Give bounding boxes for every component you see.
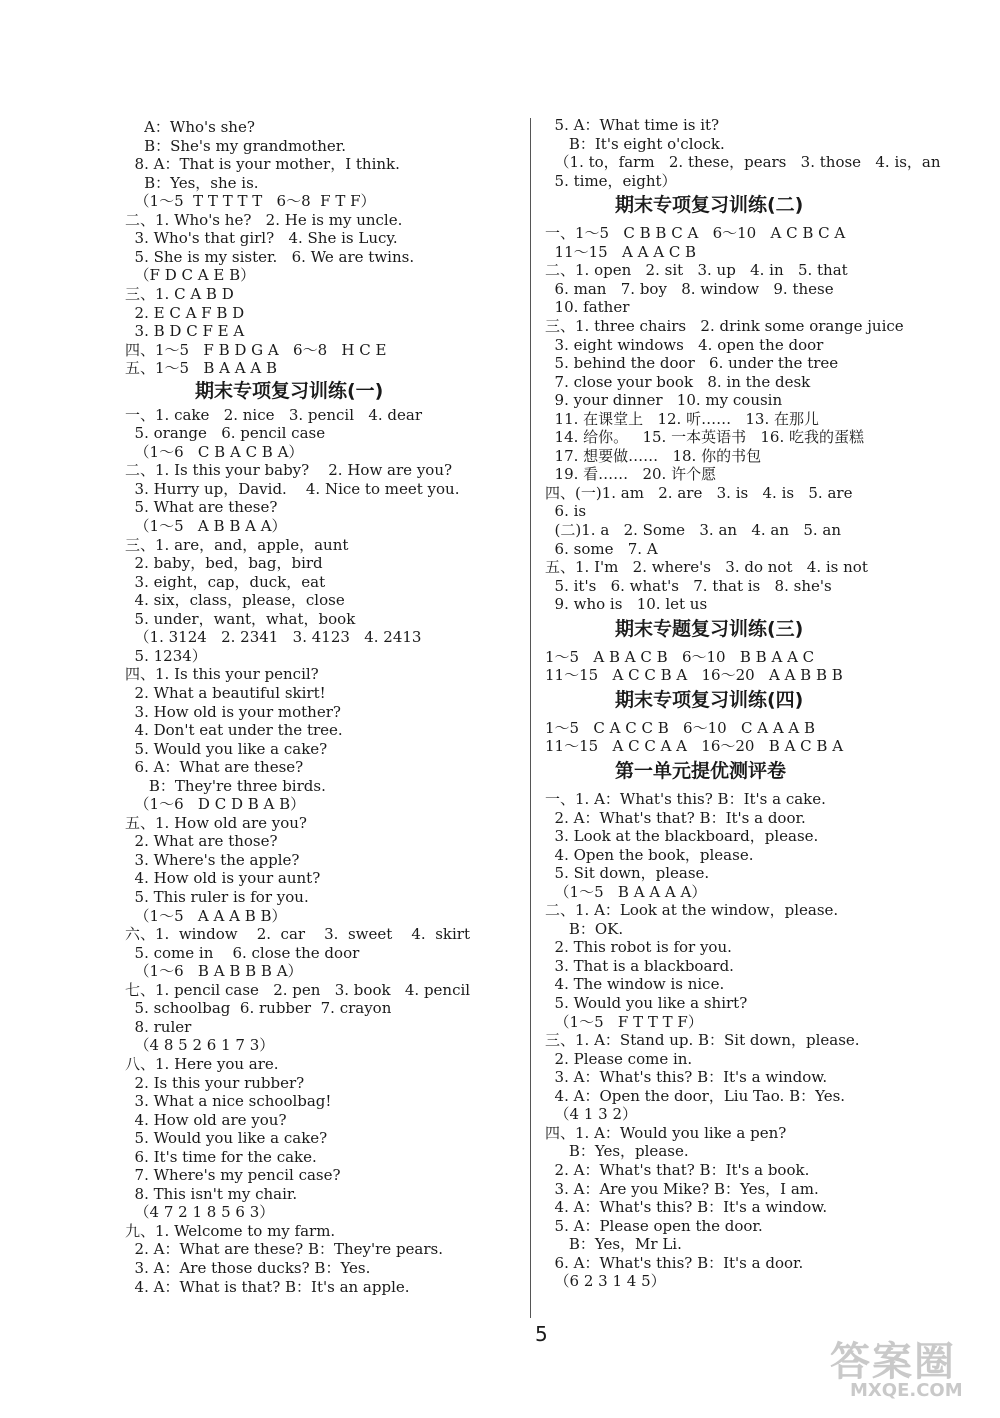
- answer-line: 11～15 A A A C B: [545, 242, 697, 261]
- answer-line: （1～5 B A A A A）: [545, 882, 707, 901]
- answer-line: （1. 3124 2. 2341 3. 4123 4. 2413: [125, 628, 422, 647]
- answer-line: 11～15 A C C A A 16～20 B A C B A: [545, 737, 844, 756]
- answer-line: 五、1. How old are you?: [125, 813, 307, 832]
- answer-line: 四、1. Is this your pencil?: [125, 665, 319, 684]
- page-number: 5: [535, 1322, 548, 1346]
- answer-line: B：She's my grandmother.: [125, 136, 347, 155]
- answer-line: 三、1. three chairs 2. drink some orange juice: [545, 316, 904, 335]
- answer-line: （1～5 T T T T T 6～8 F T F）: [125, 192, 376, 211]
- answer-line: 3. eight windows 4. open the door: [545, 335, 824, 354]
- answer-line: 5. Would you like a shirt?: [545, 994, 748, 1012]
- answer-line: 5. time，eight）: [545, 171, 677, 190]
- answer-line: 5. This ruler is for you.: [125, 888, 309, 906]
- answer-line: 4. Open the book，please.: [545, 845, 754, 864]
- answer-line: 1～5 C A C C B 6～10 C A A A B: [545, 718, 816, 737]
- answer-line: 4. A：Open the door，Liu Tao. B：Yes.: [545, 1086, 846, 1105]
- answer-line: 3. A：Are you Mike? B：Yes，I am.: [545, 1179, 819, 1198]
- answer-line: 3. Who's that girl? 4. She is Lucy.: [125, 229, 398, 248]
- answer-line: 6. A：What are these?: [125, 758, 304, 777]
- answer-line: 2. This robot is for you.: [545, 938, 732, 957]
- answer-line: 二、1. Is this your baby? 2. How are you?: [125, 461, 453, 480]
- answer-line: 4. Don't eat under the tree.: [125, 721, 343, 740]
- answer-line: 6. A：What's this? B：It's a door.: [545, 1253, 804, 1272]
- answer-line: （4 7 2 1 8 5 6 3）: [125, 1203, 275, 1222]
- watermark: [830, 1330, 995, 1410]
- answer-line: 九、1. Welcome to my farm.: [125, 1221, 336, 1240]
- answer-line: （1～5 A A A B B）: [125, 906, 287, 925]
- answer-line: （F D C A E B）: [125, 266, 256, 285]
- answer-line: B：Yes，Mr Li.: [545, 1235, 682, 1254]
- answer-line: 一、1. cake 2. nice 3. pencil 4. dear: [125, 405, 423, 424]
- answer-line: 5. orange 6. pencil case: [125, 424, 326, 443]
- answer-line: 5. She is my sister. 6. We are twins.: [125, 247, 415, 266]
- answer-line: B：It's eight o'clock.: [545, 134, 725, 153]
- answer-line: 3. How old is your mother?: [125, 702, 341, 721]
- answer-line: 二、1. Who's he? 2. He is my uncle.: [125, 210, 403, 229]
- answer-line: 4. six，class，please，close: [125, 591, 345, 610]
- answer-line: 5. 1234）: [125, 646, 207, 665]
- answer-line: 8. A：That is your mother，I think.: [125, 155, 400, 174]
- answer-line: 19. 看…… 20. 许个愿: [545, 465, 717, 484]
- answer-line: 5. Sit down，please.: [545, 864, 710, 883]
- answer-line: 四、1. A：Would you like a pen?: [545, 1123, 787, 1142]
- answer-line: 五、1～5 B A A A B: [125, 359, 278, 378]
- answer-line: 5. it's 6. what's 7. that is 8. she's: [545, 576, 832, 595]
- answer-line: 四、(一)1. am 2. are 3. is 4. is 5. are: [545, 483, 853, 502]
- answer-line: 10. father: [545, 298, 630, 317]
- answer-line: 5. come in 6. close the door: [125, 943, 360, 962]
- answer-line: 11. 在课堂上 12. 听…… 13. 在那儿: [545, 409, 820, 428]
- answer-line: 7. close your book 8. in the desk: [545, 372, 811, 391]
- answer-line: 4. A：What's this? B：It's a window.: [545, 1198, 828, 1217]
- answer-line: 5. behind the door 6. under the tree: [545, 354, 839, 373]
- answer-line: 5. schoolbag 6. rubber 7. crayon: [125, 999, 392, 1018]
- answer-line: （1～6 D C D B A B）: [125, 795, 306, 814]
- answer-line: 6. some 7. A: [545, 539, 658, 558]
- answer-line: B：They're three birds.: [125, 776, 326, 795]
- answer-line: 5. Would you like a cake?: [125, 739, 328, 758]
- answer-line: 3. Where's the apple?: [125, 850, 300, 869]
- answer-line: 2. A：What's that? B：It's a book.: [545, 1160, 810, 1179]
- answer-line: 3. That is a blackboard.: [545, 956, 734, 975]
- answer-line: 1～5 A B A C B 6～10 B B A A C: [545, 647, 815, 666]
- answer-line: 一、1. A：What's this? B：It's a cake.: [545, 789, 826, 808]
- answer-line: （4 1 3 2）: [545, 1105, 638, 1124]
- answer-line: A：Who's she?: [125, 118, 255, 136]
- answer-line: 八、1. Here you are.: [125, 1054, 279, 1073]
- answer-line: 五、1. I'm 2. where's 3. do not 4. is not: [545, 558, 868, 577]
- answer-line: （1. to，farm 2. these，pears 3. those 4. is，an: [545, 153, 941, 172]
- answer-line: 2. What are those?: [125, 832, 278, 851]
- answer-line: 2. Is this your rubber?: [125, 1073, 305, 1092]
- answer-line: 一、1～5 C B B C A 6～10 A C B C A: [545, 224, 846, 243]
- answer-line: 三、1. are，and，apple，aunt: [125, 535, 349, 554]
- section-heading: 期末专项复习训练(一): [195, 379, 384, 402]
- answer-line: 2. E C A F B D: [125, 303, 245, 322]
- answer-line: 3. Hurry up，David. 4. Nice to meet you.: [125, 479, 460, 498]
- answer-line: 3. What a nice schoolbag!: [125, 1092, 332, 1111]
- answer-line: 4. How old is your aunt?: [125, 869, 321, 888]
- answer-line: 4. The window is nice.: [545, 975, 725, 994]
- answer-line: 四、1～5 F B D G A 6～8 H C E: [125, 340, 387, 359]
- answer-line: （4 8 5 2 6 1 7 3）: [125, 1036, 275, 1055]
- answer-line: 2. Please come in.: [545, 1049, 693, 1068]
- answer-line: 3. B D C F E A: [125, 322, 245, 341]
- answer-line: 9. your dinner 10. my cousin: [545, 391, 783, 410]
- answer-line: B：OK.: [545, 919, 624, 938]
- column-divider: [530, 118, 531, 1318]
- answer-line: 3. A：Are those ducks? B：Yes.: [125, 1259, 371, 1277]
- answer-line: 二、1. open 2. sit 3. up 4. in 5. that: [545, 261, 848, 280]
- answer-line: 5. A：Please open the door.: [545, 1216, 763, 1235]
- watermark-logo: 答案圈: [830, 1339, 956, 1385]
- answer-line: （1～6 C B A C B A）: [125, 442, 304, 461]
- answer-line: 8. This isn't my chair.: [125, 1184, 298, 1203]
- answer-line: 8. ruler: [125, 1017, 192, 1036]
- answer-line: 3. eight，cap，duck，eat: [125, 572, 326, 591]
- answer-line: 二、1. A：Look at the window，please.: [545, 901, 839, 920]
- answer-line: 4. A：What is that? B：It's an apple.: [125, 1277, 410, 1296]
- answer-line: 2. A：What's that? B：It's a door.: [545, 808, 806, 827]
- answer-line: 6. It's time for the cake.: [125, 1147, 317, 1166]
- answer-line: 5. under，want，what，book: [125, 609, 356, 628]
- answer-line: 5. A：What time is it?: [545, 116, 720, 134]
- answer-line: 三、1. C A B D: [125, 284, 234, 303]
- answer-line: （1～5 F T T T F）: [545, 1012, 703, 1031]
- answer-line: （1～6 B A B B B A）: [125, 962, 303, 981]
- answer-line: （1～5 A B B A A）: [125, 517, 287, 535]
- answer-line: (二)1. a 2. Some 3. an 4. an 5. an: [545, 521, 842, 539]
- answer-line: 2. baby，bed，bag，bird: [125, 554, 323, 573]
- answer-line: 5. What are these?: [125, 498, 278, 517]
- answer-line: 17. 想要做…… 18. 你的书包: [545, 446, 762, 465]
- answer-line: 11～15 A C C B A 16～20 A A B B B: [545, 666, 843, 685]
- answer-line: 六、1. window 2. car 3. sweet 4. skirt: [125, 925, 470, 944]
- answer-line: 2. What a beautiful skirt!: [125, 683, 326, 702]
- section-heading: 第一单元提优测评卷: [615, 759, 787, 782]
- section-heading: 期末专题复习训练(三): [615, 617, 804, 640]
- answer-line: B：Yes，please.: [545, 1142, 689, 1161]
- answer-line: 6. man 7. boy 8. window 9. these: [545, 279, 834, 298]
- answer-line: B：Yes，she is.: [125, 173, 259, 192]
- answer-line: 7. Where's my pencil case?: [125, 1166, 341, 1185]
- answer-line: 3. A：What's this? B：It's a window.: [545, 1068, 828, 1087]
- answer-line: 三、1. A：Stand up. B：Sit down，please.: [545, 1031, 860, 1050]
- answer-line: 3. Look at the blackboard，please.: [545, 827, 819, 846]
- watermark-url: MXQE.COM: [850, 1380, 963, 1401]
- section-heading: 期末专项复习训练(四): [615, 688, 804, 711]
- answer-line: 七、1. pencil case 2. pen 3. book 4. pencil: [125, 980, 471, 999]
- answer-line: 2. A：What are these? B：They're pears.: [125, 1240, 444, 1259]
- answer-line: （6 2 3 1 4 5）: [545, 1272, 666, 1291]
- answer-line: 9. who is 10. let us: [545, 595, 708, 614]
- answer-line: 6. is: [545, 502, 587, 521]
- answer-line: 14. 给你。 15. 一本英语书 16. 吃我的蛋糕: [545, 428, 865, 447]
- section-heading: 期末专项复习训练(二): [615, 194, 804, 217]
- answer-line: 4. How old are you?: [125, 1110, 287, 1129]
- answer-line: 5. Would you like a cake?: [125, 1129, 328, 1148]
